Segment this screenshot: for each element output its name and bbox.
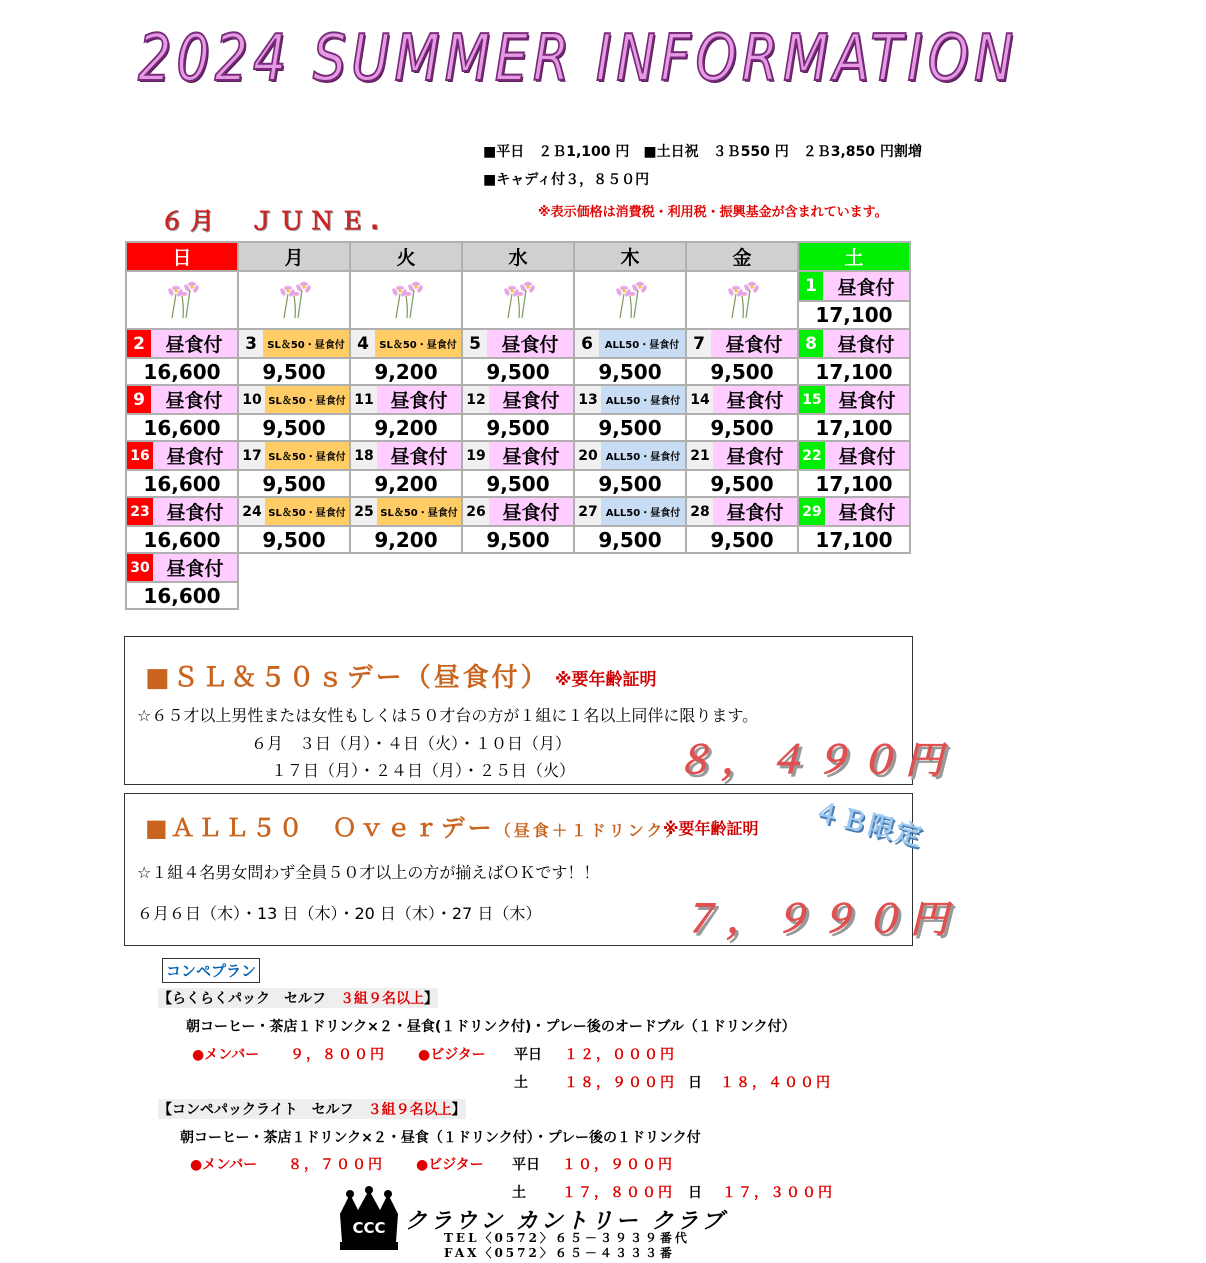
sl-dates-2: １７日（月）・２４日（月）・２５日（火） xyxy=(271,761,576,780)
all-box-title-main: ■ＡＬＬ５０ Ｏｖｅｒデー xyxy=(145,814,495,842)
calendar-price-row-4 xyxy=(126,470,910,497)
4b-limited-badge: ４Ｂ限定 xyxy=(810,796,927,854)
day-price: 9,500 xyxy=(462,358,574,385)
day-number: 7 xyxy=(687,330,711,357)
calendar-day xyxy=(462,497,574,526)
plan-label-sl: SL＆50・昼食付 xyxy=(377,498,461,525)
plan-label-lunch: 昼食付 xyxy=(825,386,909,413)
day-number: 3 xyxy=(239,330,263,357)
plan-label-sl: SL＆50・昼食付 xyxy=(375,330,461,357)
all-dates: ６月６日（木）・13 日（木）・20 日（木）・27 日（木） xyxy=(137,904,542,923)
pack1-content: 朝コーヒー・茶店１ドリンク×２・昼食(１ドリンク付)・プレー後のオードブル（１ドリンク付） xyxy=(186,1019,796,1035)
calendar-day xyxy=(798,497,910,526)
flower-cell xyxy=(686,271,798,329)
month-label: ６月 ＪＵＮＥ. xyxy=(160,207,386,235)
day-number: 17 xyxy=(239,442,265,469)
club-name: クラウン カントリー クラブ xyxy=(405,1209,727,1234)
calendar-day xyxy=(798,441,910,470)
calendar-day xyxy=(350,497,462,526)
empty-cell xyxy=(462,582,574,609)
calendar-day xyxy=(350,385,462,414)
day-number: 12 xyxy=(463,386,489,413)
plan-label-lunch: 昼食付 xyxy=(825,498,909,525)
day-number: 11 xyxy=(351,386,377,413)
flower-cell xyxy=(126,271,238,329)
day-price: 9,500 xyxy=(574,526,686,553)
pack2-sat-label: 土 xyxy=(512,1185,526,1201)
weekday-tue: 火 xyxy=(350,242,462,271)
weekday-sat: 土 xyxy=(798,242,910,271)
all-description: ☆１組４名男女問わず全員５０才以上の方が揃えばＯＫです！！ xyxy=(137,863,600,882)
sl-price: ８，４９０円 xyxy=(675,738,952,782)
pack1-member-label: ●メンバー xyxy=(192,1047,260,1063)
pack1-weekday-price: １２，０００円 xyxy=(564,1047,676,1063)
calendar-day xyxy=(350,329,462,358)
pack2-sun-label: 日 xyxy=(688,1185,702,1201)
weekday-header-row xyxy=(126,242,910,271)
plan-label-sl: SL＆50・昼食付 xyxy=(263,330,349,357)
all-age-note: ※要年齢証明 xyxy=(663,819,759,838)
cosmos-flower-icon xyxy=(380,276,432,320)
day-price: 9,200 xyxy=(350,358,462,385)
all-box-title xyxy=(145,808,684,843)
day-number: 30 xyxy=(127,554,153,581)
flower-cell xyxy=(462,271,574,329)
calendar-day xyxy=(462,441,574,470)
pack2-title-a: 【コンペパックライト セルフ xyxy=(158,1102,368,1118)
pack2-member-price: ８，７００円 xyxy=(288,1157,384,1173)
plan-label-lunch: 昼食付 xyxy=(489,386,573,413)
plan-label-sl: SL＆50・昼食付 xyxy=(265,498,349,525)
calendar-week-4 xyxy=(126,441,910,470)
calendar-day xyxy=(126,385,238,414)
calendar-day xyxy=(462,385,574,414)
empty-cell xyxy=(686,582,798,609)
empty-cell xyxy=(462,553,574,582)
day-number: 25 xyxy=(351,498,377,525)
pack1-title-a: 【らくらくパック セルフ xyxy=(158,991,340,1007)
day-number: 28 xyxy=(687,498,713,525)
calendar-day xyxy=(462,329,574,358)
pack1-sat-label: 土 xyxy=(514,1075,528,1091)
weekday-fri: 金 xyxy=(686,242,798,271)
plan-label-lunch: 昼食付 xyxy=(823,272,909,300)
plan-label-lunch: 昼食付 xyxy=(823,330,909,357)
calendar-day xyxy=(126,329,238,358)
day-price: 16,600 xyxy=(126,470,238,497)
empty-cell xyxy=(574,553,686,582)
pack2-title-c: 】 xyxy=(451,1102,466,1118)
calendar-week-2 xyxy=(126,329,910,358)
calendar-day xyxy=(350,441,462,470)
day-price: 9,200 xyxy=(350,470,462,497)
plan-label-sl: SL＆50・昼食付 xyxy=(265,386,349,413)
empty-cell xyxy=(350,582,462,609)
day-number: 23 xyxy=(127,498,153,525)
day-price: 9,500 xyxy=(238,526,350,553)
pack2-visitor-label: ●ビジター xyxy=(416,1157,484,1173)
calendar-day xyxy=(798,329,910,358)
plan-label-all: ALL50・昼食付 xyxy=(601,386,685,413)
day-number: 24 xyxy=(239,498,265,525)
day-price: 17,100 xyxy=(798,414,910,441)
page-title: 2024 SUMMER INFORMATION xyxy=(138,22,1019,96)
calendar-day xyxy=(798,271,910,301)
day-number: 13 xyxy=(575,386,601,413)
all-box-title-small: （昼食＋１ドリンク） xyxy=(494,821,685,840)
sl-dates-1: ６月 ３日（月）・４日（火）・１０日（月） xyxy=(251,734,572,753)
day-number: 8 xyxy=(799,330,823,357)
day-price: 9,200 xyxy=(350,414,462,441)
plan-label-lunch: 昼食付 xyxy=(713,386,797,413)
day-price: 9,500 xyxy=(574,358,686,385)
day-price: 9,500 xyxy=(574,470,686,497)
calendar-day xyxy=(686,385,798,414)
day-price: 9,500 xyxy=(238,470,350,497)
cosmos-flower-icon xyxy=(492,276,544,320)
empty-cell xyxy=(238,553,350,582)
pack1-sun-label: 日 xyxy=(688,1075,702,1091)
day-price: 17,100 xyxy=(798,301,910,329)
day-number: 6 xyxy=(575,330,599,357)
empty-cell xyxy=(686,553,798,582)
sl-box-title: ■ＳＬ＆５０ｓデー（昼食付） xyxy=(145,663,550,693)
calendar-day xyxy=(238,441,350,470)
cosmos-flower-icon xyxy=(268,276,320,320)
day-price: 9,500 xyxy=(686,358,798,385)
day-number: 9 xyxy=(127,386,151,413)
all-price: ７，９９０円 xyxy=(680,897,957,941)
cosmos-flower-icon xyxy=(716,276,768,320)
plan-label-lunch: 昼食付 xyxy=(151,386,237,413)
day-number: 26 xyxy=(463,498,489,525)
pack1-title xyxy=(158,988,438,1008)
day-number: 5 xyxy=(463,330,487,357)
plan-label-lunch: 昼食付 xyxy=(377,386,461,413)
pack1-visitor-label: ●ビジター xyxy=(418,1047,486,1063)
pack2-title-b: ３組９名以上 xyxy=(367,1102,452,1118)
calendar-day xyxy=(238,329,350,358)
pack1-weekday-label: 平日 xyxy=(514,1047,542,1063)
weekday-thu: 木 xyxy=(574,242,686,271)
day-number: 21 xyxy=(687,442,713,469)
day-price: 9,500 xyxy=(462,526,574,553)
calendar-day xyxy=(574,497,686,526)
calendar-day xyxy=(126,441,238,470)
empty-cell xyxy=(798,553,910,582)
plan-label-lunch: 昼食付 xyxy=(487,330,573,357)
weekday-sun: 日 xyxy=(126,242,238,271)
plan-label-all: ALL50・昼食付 xyxy=(599,330,685,357)
plan-label-lunch: 昼食付 xyxy=(489,442,573,469)
pack1-title-b: ３組９名以上 xyxy=(340,991,424,1007)
day-price: 16,600 xyxy=(126,526,238,553)
day-number: 22 xyxy=(799,442,825,469)
day-price: 9,500 xyxy=(462,414,574,441)
day-number: 29 xyxy=(799,498,825,525)
empty-cell xyxy=(574,582,686,609)
day-price: 17,100 xyxy=(798,358,910,385)
day-number: 15 xyxy=(799,386,825,413)
fax-number: FAX〈0572〉６５－４３３３番 xyxy=(444,1246,675,1260)
day-price: 9,500 xyxy=(574,414,686,441)
empty-cell xyxy=(798,582,910,609)
plan-label-lunch: 昼食付 xyxy=(153,554,237,581)
pack1-title-c: 】 xyxy=(424,991,438,1007)
compe-plan-heading: コンペプラン xyxy=(162,958,260,983)
all50-over-day-box xyxy=(124,793,957,946)
pack2-content: 朝コーヒー・茶店１ドリンク×２・昼食（１ドリンク付）・プレー後の１ドリンク付 xyxy=(180,1130,701,1146)
day-number: 1 xyxy=(799,272,823,300)
flower-cell xyxy=(350,271,462,329)
plan-label-lunch: 昼食付 xyxy=(153,498,237,525)
plan-label-lunch: 昼食付 xyxy=(711,330,797,357)
plan-label-all: ALL50・昼食付 xyxy=(601,498,685,525)
plan-label-lunch: 昼食付 xyxy=(151,330,237,357)
flower-cell xyxy=(574,271,686,329)
plan-label-sl: SL＆50・昼食付 xyxy=(265,442,349,469)
weekday-mon: 月 xyxy=(238,242,350,271)
calendar-week-3 xyxy=(126,385,910,414)
plan-label-lunch: 昼食付 xyxy=(489,498,573,525)
logo-letters: CCC xyxy=(352,1219,386,1237)
plan-label-lunch: 昼食付 xyxy=(153,442,237,469)
plan-label-all: ALL50・昼食付 xyxy=(601,442,685,469)
day-price: 17,100 xyxy=(798,526,910,553)
pack1-sat-price: １８，９００円 xyxy=(564,1075,676,1091)
calendar-week-6 xyxy=(126,553,910,582)
plan-label-lunch: 昼食付 xyxy=(377,442,461,469)
calendar-day xyxy=(238,497,350,526)
calendar-day xyxy=(574,385,686,414)
pack1-sun-price: １８，４００円 xyxy=(720,1075,832,1091)
day-number: 19 xyxy=(463,442,489,469)
calendar-day xyxy=(574,441,686,470)
pack1-member-price: ９，８００円 xyxy=(290,1047,386,1063)
cosmos-flower-icon xyxy=(604,276,656,320)
day-number: 16 xyxy=(127,442,153,469)
day-price: 9,500 xyxy=(238,414,350,441)
day-price: 9,500 xyxy=(686,470,798,497)
day-price: 16,600 xyxy=(126,414,238,441)
price-info-line2: ■キャディ付３，８５０円 xyxy=(483,172,650,188)
day-price: 16,600 xyxy=(126,358,238,385)
calendar-day xyxy=(238,385,350,414)
calendar-day xyxy=(126,553,238,582)
sl-50s-day-box xyxy=(124,636,952,785)
day-number: 2 xyxy=(127,330,151,357)
crown-icon xyxy=(336,1186,402,1252)
calendar-table xyxy=(125,241,911,610)
day-number: 18 xyxy=(351,442,377,469)
calendar-day xyxy=(574,329,686,358)
plan-label-lunch: 昼食付 xyxy=(825,442,909,469)
calendar-day xyxy=(798,385,910,414)
day-price: 9,500 xyxy=(686,414,798,441)
pack2-sun-price: １７，３００円 xyxy=(722,1185,834,1201)
pack2-weekday-price: １０，９００円 xyxy=(562,1157,674,1173)
calendar-day xyxy=(686,441,798,470)
empty-cell xyxy=(238,582,350,609)
day-price: 9,500 xyxy=(238,358,350,385)
day-number: 14 xyxy=(687,386,713,413)
day-number: 27 xyxy=(575,498,601,525)
calendar-day xyxy=(126,497,238,526)
day-number: 10 xyxy=(239,386,265,413)
calendar-body xyxy=(126,271,910,609)
pack2-member-label: ●メンバー xyxy=(190,1157,258,1173)
calendar-price-row-6 xyxy=(126,582,910,609)
calendar-price-row-3 xyxy=(126,414,910,441)
calendar-day xyxy=(686,497,798,526)
cosmos-flower-icon xyxy=(156,276,208,320)
flower-cell xyxy=(238,271,350,329)
price-info-line1: ■平日 ２Ｂ1,100 円 ■土日祝 ３Ｂ550 円 ２Ｂ3,850 円割増 xyxy=(483,144,922,160)
day-number: 4 xyxy=(351,330,375,357)
day-number: 20 xyxy=(575,442,601,469)
plan-label-lunch: 昼食付 xyxy=(713,498,797,525)
tax-notice: ※表示価格は消費税・利用税・振興基金が含まれています。 xyxy=(538,205,888,220)
sl-age-note: ※要年齢証明 xyxy=(555,670,657,690)
pack2-sat-price: １７，８００円 xyxy=(562,1185,674,1201)
calendar-week-1 xyxy=(126,271,910,301)
pack2-weekday-label: 平日 xyxy=(512,1157,540,1173)
weekday-wed: 水 xyxy=(462,242,574,271)
tel-number: TEL〈0572〉６５－３９３９番代 xyxy=(444,1231,690,1245)
day-price: 9,500 xyxy=(686,526,798,553)
calendar-price-row-5 xyxy=(126,526,910,553)
empty-cell xyxy=(350,553,462,582)
sl-description: ☆６５才以上男性または女性もしくは５０才台の方が１組に１名以上同伴に限ります。 xyxy=(137,706,759,725)
plan-label-lunch: 昼食付 xyxy=(713,442,797,469)
day-price: 17,100 xyxy=(798,470,910,497)
day-price: 16,600 xyxy=(126,582,238,609)
pack2-title xyxy=(158,1099,466,1119)
calendar-price-row-2 xyxy=(126,358,910,385)
calendar-day xyxy=(686,329,798,358)
day-price: 9,200 xyxy=(350,526,462,553)
day-price: 9,500 xyxy=(462,470,574,497)
calendar-week-5 xyxy=(126,497,910,526)
